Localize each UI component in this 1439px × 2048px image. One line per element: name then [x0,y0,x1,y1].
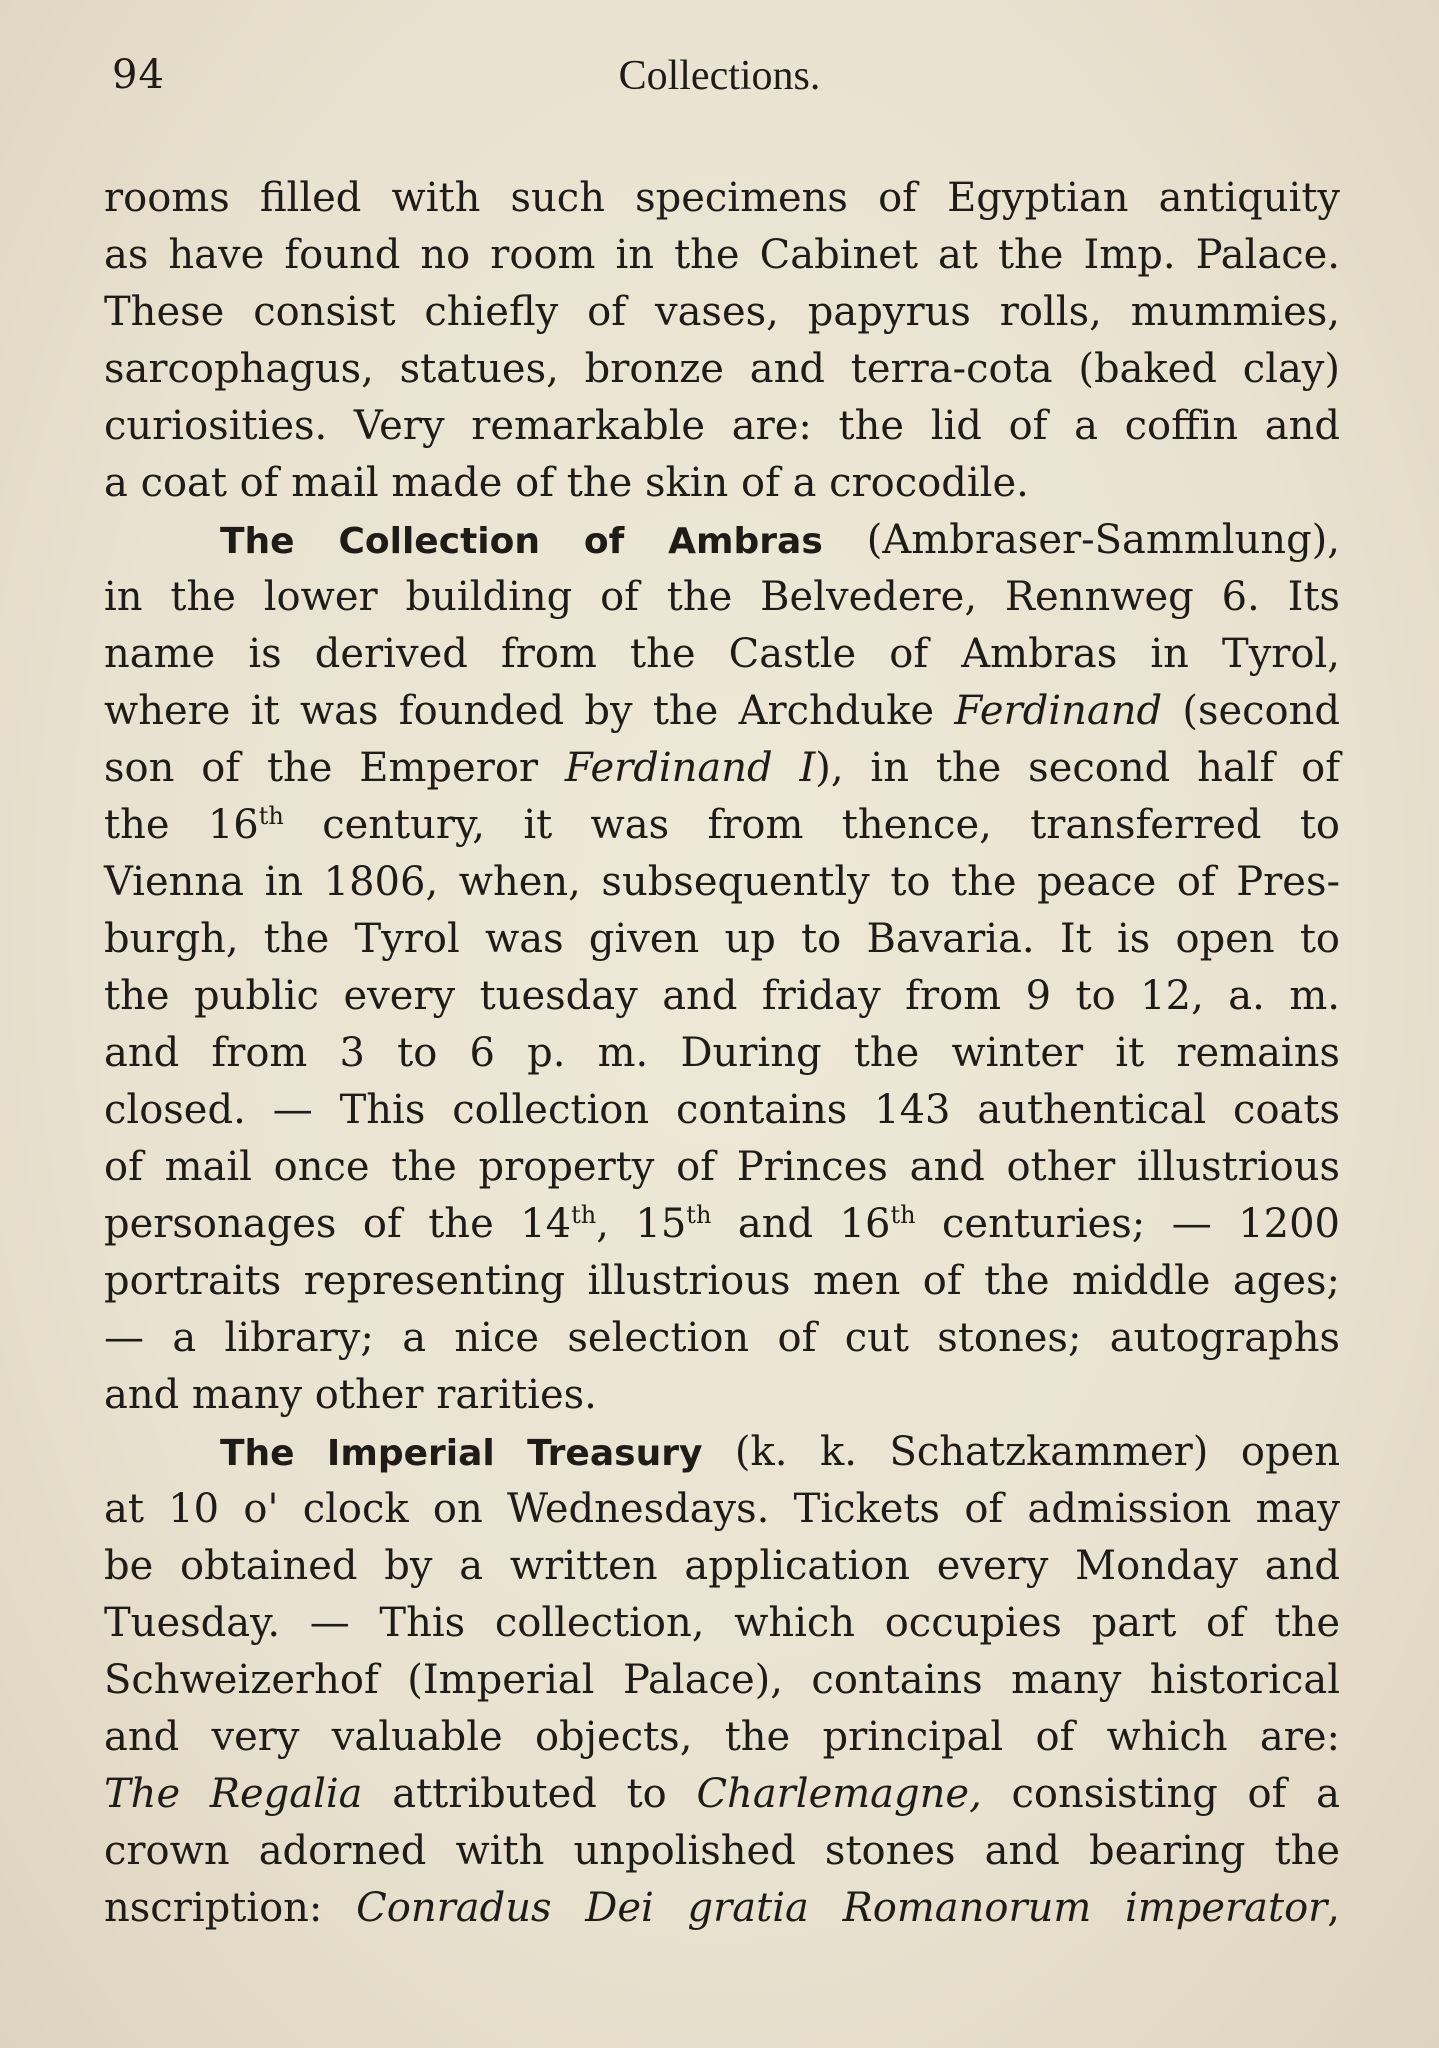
text-line [104,1196,1340,1253]
text-line: sarcophagus, statues, bronze and terra-cota (baked clay) [104,346,1340,392]
text-line: rooms filled with such specimens of Egyptian antiquity [104,175,1340,221]
text-line [104,1766,1340,1823]
text-fragment: nscription: [104,1885,357,1931]
text-fragment: son of the Emperor [104,745,565,791]
text-line: and many other rarities. [104,1372,597,1418]
superscript: th [890,1201,916,1229]
italic-name: Ferdinand I [564,745,816,791]
text-line [104,683,1340,740]
text-fragment: (Ambraser-Sammlung), [822,517,1340,563]
text-line: Vienna in 1806, when, subsequently to the peace of Pres- [104,859,1340,905]
text-line: and from 3 to 6 p. m. During the winter it remains [104,1030,1340,1076]
text-line: a coat of mail made of the skin of a crocodile. [104,460,1029,506]
body-text [104,170,1340,1937]
text-line [104,740,1340,797]
page-number: 94 [112,52,165,98]
section-heading-ambras: The Collection of Ambras [220,521,823,562]
text-line: — a library; a nice selection of cut stones; autographs [104,1315,1340,1361]
text-fragment: century, it was from thence, transferred to [283,802,1340,848]
text-fragment: the 16 [104,802,259,848]
text-fragment: personages of the 14 [104,1201,572,1247]
text-line: Schweizerhof (Imperial Palace), contains many historical [104,1657,1340,1703]
italic-name: Ferdinand [954,688,1163,734]
text-fragment: , [1327,1885,1340,1931]
text-fragment: centuries; — 1200 [915,1201,1341,1247]
section-heading-line [104,512,1340,569]
text-fragment: attributed to [362,1771,697,1817]
text-fragment: and 16 [711,1201,891,1247]
italic-name: Charlemagne, [696,1771,982,1817]
text-line: in the lower building of the Belvedere, Rennweg 6. Its [104,574,1340,620]
text-line: crown adorned with unpolished stones and bearing the [104,1828,1340,1874]
text-line: as have found no room in the Cabinet at the Imp. Palace. [104,232,1340,278]
text-fragment: , 15 [596,1201,687,1247]
text-line: closed. — This collection contains 143 authentical coats [104,1087,1340,1133]
text-fragment: (k. k. Schatzkammer) open [702,1429,1340,1475]
text-fragment: ), in the second half of [815,745,1341,791]
text-line [104,797,1340,854]
italic-name: The Regalia [104,1771,363,1817]
text-line: Tuesday. — This collection, which occupies part of the [104,1600,1340,1646]
text-line: burgh, the Tyrol was given up to Bavaria. It is open to [104,916,1340,962]
text-line: These consist chiefly of vases, papyrus rolls, mummies, [104,289,1340,335]
text-fragment: where it was founded by the Archduke [104,688,955,734]
text-line: curiosities. Very remarkable are: the lid of a coffin and [104,403,1340,449]
italic-inscription: Conradus Dei gratia Romanorum imperator [356,1885,1328,1931]
text-line: be obtained by a written application every Monday and [104,1543,1340,1589]
text-line: and very valuable objects, the principal of which are: [104,1714,1340,1760]
page-header [0,52,1439,112]
text-line: portraits representing illustrious men of the middle ages; [104,1258,1340,1304]
text-line [104,1880,1340,1937]
superscript: th [686,1201,712,1229]
section-heading-line [104,1424,1340,1481]
text-fragment: (second [1162,688,1340,734]
text-line: of mail once the property of Princes and other illustrious [104,1144,1340,1190]
superscript: th [571,1201,597,1229]
superscript: th [258,802,284,830]
text-line: name is derived from the Castle of Ambras in Tyrol, [104,631,1340,677]
text-line: the public every tuesday and friday from 9 to 12, a. m. [104,973,1340,1019]
running-title: Collections. [618,53,821,99]
text-fragment: consisting of a [981,1771,1340,1817]
section-heading-treasury: The Imperial Treasury [220,1433,703,1474]
text-line: at 10 o' clock on Wednesdays. Tickets of admission may [104,1486,1340,1532]
